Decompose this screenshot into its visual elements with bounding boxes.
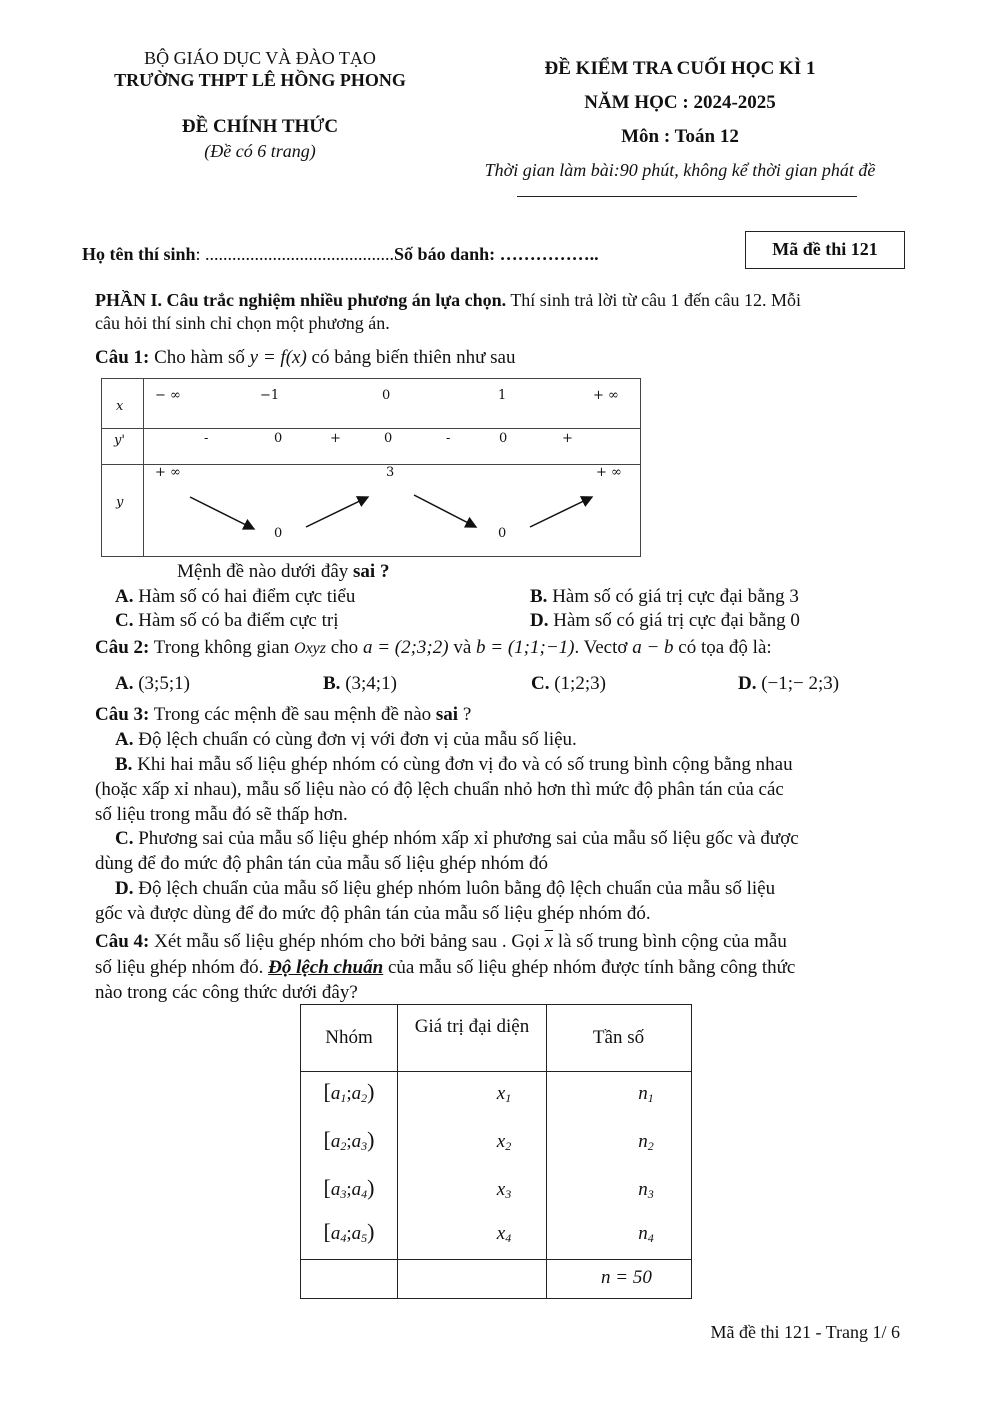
ft-value-cell: $x_2$ — [496, 1131, 512, 1153]
subject: Môn : Toán 12 — [621, 126, 739, 147]
arrow-down — [190, 497, 254, 529]
ft-col-divider — [397, 1005, 398, 1298]
name-label: Họ tên thí sinh — [82, 244, 196, 264]
exam-code-box: Mã đề thi 121 — [745, 231, 905, 269]
pages-note: (Đề có 6 trang) — [204, 141, 316, 161]
vt-sign: 0 — [384, 431, 393, 446]
ft-header-value: Giá trị đại diện — [414, 1016, 530, 1037]
part1-text2: câu hỏi thí sinh chỉ chọn một phương án. — [95, 313, 390, 333]
vt-arrows — [102, 379, 640, 556]
variation-table — [101, 378, 641, 557]
ft-frequency-cell: $n_4$ — [638, 1223, 654, 1245]
exam-title: ĐỀ KIỂM TRA CUỐI HỌC KÌ 1 — [544, 58, 816, 79]
std-dev-emphasis: Độ lệch chuẩn — [268, 957, 384, 978]
vt-sign: 0 — [274, 431, 283, 446]
q1-option-b[interactable]: B. Hàm số có giá trị cực đại bằng 3 — [530, 586, 799, 607]
vt-x-value: + ∞ — [593, 388, 619, 403]
official-label: ĐỀ CHÍNH THỨC — [181, 116, 339, 137]
q4-stem-line3: nào trong các công thức dưới đây? — [95, 982, 358, 1003]
q2-label: Câu 2: — [95, 637, 150, 658]
q3-option-c-cont: dùng để đo mức độ phân tán của mẫu số liệu ghép nhóm đó — [95, 853, 549, 874]
arrow-up — [530, 497, 592, 527]
time-note: Thời gian làm bài:90 phút, không kể thời gian phát đề — [484, 160, 876, 180]
q3-stem: Câu 3: Trong các mệnh đề sau mệnh đề nào sai ? — [95, 704, 472, 725]
vt-sign: 0 — [499, 431, 508, 446]
arrow-down — [414, 495, 476, 527]
q3-option-d-cont: gốc và được dùng để đo mức độ phân tán của mẫu số liệu ghép nhóm đó. — [95, 903, 651, 924]
part1-text1: Thí sinh trả lời từ câu 1 đến câu 12. Mỗi — [506, 290, 802, 310]
ft-header-frequency: Tần số — [592, 1027, 645, 1048]
id-label: Số báo danh: — [394, 244, 496, 264]
q4-stem-line2: số liệu ghép nhóm đó. Độ lệch chuẩn của mẫu số liệu ghép nhóm được tính bằng công thức — [95, 957, 796, 978]
q1-prompt-bold: sai ? — [353, 561, 390, 582]
q2-option-b[interactable]: B. (3;4;1) — [323, 673, 397, 694]
part1-intro — [95, 290, 915, 311]
vt-y-top: + ∞ — [155, 465, 181, 480]
ft-group-cell: $[a_1;a_2)$ — [323, 1079, 375, 1105]
q1-prompt-text: Mệnh đề nào dưới đây — [177, 561, 354, 582]
name-dots: : .......................................... — [195, 244, 395, 264]
q1-text: có bảng biến thiên như sau — [306, 347, 516, 368]
q3-label: Câu 3: — [95, 704, 150, 725]
q3-option-b-cont: số liệu trong mẫu đó sẽ thấp hơn. — [95, 804, 348, 825]
q2-option-c[interactable]: C. (1;2;3) — [531, 673, 606, 694]
q1-prompt — [177, 561, 389, 583]
ft-header-group: Nhóm — [325, 1027, 373, 1048]
vt-y-top: 3 — [386, 465, 395, 480]
q1-option-c[interactable]: C. Hàm số có ba điểm cực trị — [115, 610, 339, 631]
q2-stem: Câu 2: Trong không gian Oxyz cho a = (2;3;2) và b = (1;1;−1). Vectơ a − b có tọa độ là: — [95, 637, 772, 658]
ft-total-cell: n = 50 — [601, 1267, 652, 1288]
ft-group-cell: $[a_2;a_3)$ — [323, 1127, 375, 1153]
vt-sign: - — [446, 431, 451, 446]
q1-text: Cho hàm số — [149, 347, 250, 368]
q1-function: y = f(x) — [249, 347, 307, 368]
vt-x-value: 1 — [498, 388, 507, 403]
ministry-name: BỘ GIÁO DỤC VÀ ĐÀO TẠO — [144, 48, 376, 68]
ft-group-cell: $[a_3;a_4)$ — [323, 1175, 375, 1201]
q1-stem — [95, 347, 515, 369]
vt-y-label: y — [116, 495, 124, 510]
q3-option-c[interactable]: C. Phương sai của mẫu số liệu ghép nhóm xấp xỉ phương sai của mẫu số liệu gốc và được — [115, 828, 799, 849]
vt-y-top: + ∞ — [596, 465, 622, 480]
vt-sign: + — [330, 431, 341, 446]
id-dots: …………….. — [495, 244, 599, 264]
q3-option-b[interactable]: B. Khi hai mẫu số liệu ghép nhóm có cùng đơn vị đo và có số trung bình cộng bằng nhau — [115, 754, 793, 775]
q4-stem-line1: Câu 4: Xét mẫu số liệu ghép nhóm cho bởi bảng sau . Gọi $\overline{x}$ là số trung bình cộng của mẫu — [95, 931, 787, 952]
mean-symbol: $\overline{x}$ — [544, 931, 554, 952]
q2-option-a[interactable]: A. (3;5;1) — [115, 673, 190, 694]
q3-option-b-cont: (hoặc xấp xỉ nhau), mẫu số liệu nào có độ lệch chuẩn nhỏ hơn thì mức độ phân tán của các — [95, 779, 784, 800]
page-footer: Mã đề thi 121 - Trang 1/ 6 — [710, 1322, 900, 1342]
q2-option-d[interactable]: D. (−1;− 2;3) — [738, 673, 840, 694]
vt-x-value: −1 — [260, 388, 280, 403]
vt-sign: - — [204, 431, 209, 446]
header-divider — [517, 196, 857, 197]
ft-frequency-cell: $n_2$ — [638, 1131, 654, 1153]
vt-y-bottom: 0 — [274, 526, 283, 541]
ft-value-cell: $x_3$ — [496, 1179, 512, 1201]
frequency-table — [300, 1004, 692, 1299]
arrow-up — [306, 497, 368, 527]
vector-b: b = (1;1;−1) — [476, 637, 575, 658]
ft-frequency-cell: $n_3$ — [638, 1179, 654, 1201]
part1-heading: PHẦN I. Câu trắc nghiệm nhiều phương án lựa chọn. — [95, 290, 507, 310]
vt-x-value: − ∞ — [155, 388, 181, 403]
vector-a: a = (2;3;2) — [362, 637, 449, 658]
q1-option-a[interactable]: A. Hàm số có hai điểm cực tiểu — [115, 586, 356, 607]
q4-label: Câu 4: — [95, 931, 150, 952]
vt-x-value: 0 — [382, 388, 391, 403]
vt-y-bottom: 0 — [498, 526, 507, 541]
q1-label: Câu 1: — [95, 347, 150, 368]
vt-yprime-label: y' — [114, 433, 125, 448]
ft-group-cell: $[a_4;a_5)$ — [323, 1219, 375, 1245]
vt-x-label: x — [116, 399, 124, 414]
student-info-line — [82, 244, 599, 265]
school-name: TRƯỜNG THPT LÊ HỒNG PHONG — [114, 70, 406, 90]
q1-option-d[interactable]: D. Hàm số có giá trị cực đại bằng 0 — [530, 610, 800, 631]
ft-frequency-cell: $n_1$ — [638, 1083, 654, 1105]
vector-diff: a − b — [632, 637, 674, 658]
q3-option-a[interactable]: A. Độ lệch chuẩn có cùng đơn vị với đơn vị của mẫu số liệu. — [115, 729, 577, 750]
school-year: NĂM HỌC : 2024-2025 — [584, 92, 776, 113]
ft-value-cell: $x_1$ — [496, 1083, 512, 1105]
space-name: Oxyz — [294, 640, 326, 657]
vt-sign: + — [562, 431, 573, 446]
ft-value-cell: $x_4$ — [496, 1223, 512, 1245]
q3-option-d[interactable]: D. Độ lệch chuẩn của mẫu số liệu ghép nhóm luôn bằng độ lệch chuẩn của mẫu số liệu — [115, 878, 776, 899]
